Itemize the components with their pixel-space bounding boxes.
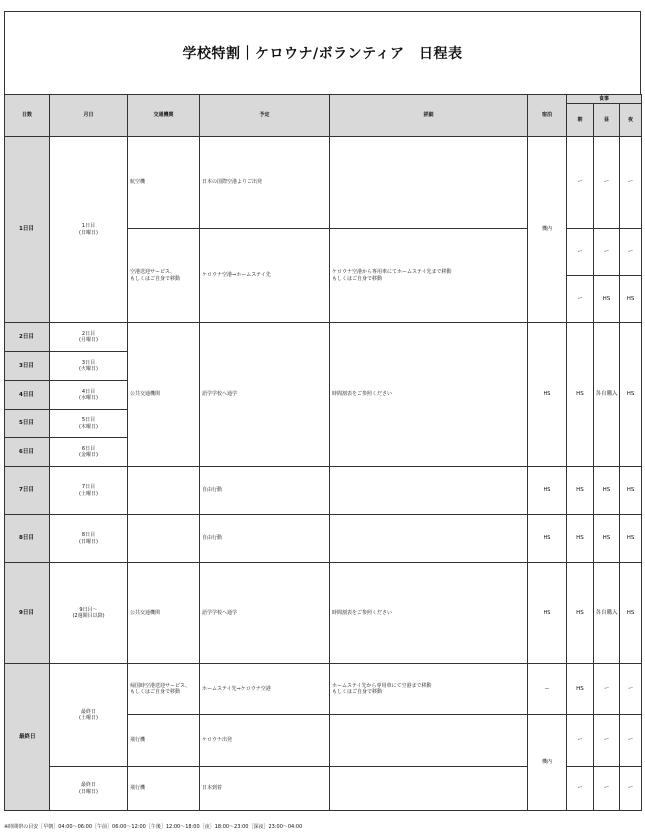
header-breakfast: 朝 <box>567 104 594 137</box>
breakfast-cell: ー <box>567 767 594 811</box>
date-cell <box>50 352 128 381</box>
detail-cell <box>330 467 528 515</box>
header-day: 日数 <box>5 95 50 137</box>
plan-cell: 自由行動 <box>200 515 330 563</box>
lunch-cell: ー <box>594 767 620 811</box>
header-plan: 予定 <box>200 95 330 137</box>
date-text: 最終日 (土曜日) <box>79 708 98 721</box>
header-transport: 交通機関 <box>128 95 200 137</box>
stay-cell: HS <box>528 515 567 563</box>
transport-cell: 公共交通機関 <box>128 563 200 664</box>
time-footnote: ※時間帯の目安［早朝］04:00～06:00［午前］06:00～12:00［午後］12:00～18:00［夜］18:00～23:00［深夜］23:00～04:00 <box>4 824 303 830</box>
breakfast-cell: HS <box>567 664 594 715</box>
lunch-cell: ー <box>594 229 620 276</box>
plan-cell: 日本到着 <box>200 767 330 811</box>
schedule-table <box>4 94 642 811</box>
transport-text: 空港送迎サービス、 もしくはご自身で移動 <box>130 269 181 282</box>
plan-cell: 日本の国際空港よりご出発 <box>200 137 330 229</box>
header-date: 月日 <box>50 95 128 137</box>
date-cell <box>50 563 128 664</box>
transport-cell <box>128 664 200 715</box>
dinner-cell: HS <box>620 563 642 664</box>
stay-cell: HS <box>528 467 567 515</box>
detail-cell <box>330 664 528 715</box>
date-text: 7日目 (土曜日) <box>79 484 98 497</box>
lunch-cell: ー <box>594 664 620 715</box>
dinner-cell: HS <box>620 467 642 515</box>
schedule-sheet <box>4 11 641 811</box>
detail-cell <box>330 229 528 323</box>
dinner-cell: ー <box>620 715 642 767</box>
detail-cell <box>330 715 528 767</box>
breakfast-cell: ー <box>567 137 594 229</box>
day-label: 4日目 <box>5 381 50 410</box>
breakfast-cell: HS <box>567 515 594 563</box>
day-label: 5日目 <box>5 410 50 438</box>
table-row <box>5 664 642 715</box>
day-label: 8日目 <box>5 515 50 563</box>
transport-cell <box>128 515 200 563</box>
detail-cell <box>330 515 528 563</box>
day-label: 7日目 <box>5 467 50 515</box>
stay-cell: HS <box>528 323 567 467</box>
table-row <box>5 323 642 352</box>
date-text: 最終日 (日曜日) <box>79 782 98 795</box>
dinner-cell: ー <box>620 137 642 229</box>
lunch-cell: 各自購入 <box>594 323 620 467</box>
header-stay: 宿泊 <box>528 95 567 137</box>
date-cell <box>50 323 128 352</box>
plan-cell: ケロウナ出発 <box>200 715 330 767</box>
dinner-cell: ー <box>620 229 642 276</box>
stay-cell: 機内 <box>528 715 567 811</box>
stay-cell: HS <box>528 563 567 664</box>
day-label: 3日目 <box>5 352 50 381</box>
dinner-cell: HS <box>620 323 642 467</box>
header-lunch: 昼 <box>594 104 620 137</box>
detail-cell: 時間割表をご参照ください <box>330 323 528 467</box>
transport-text: 帰国時空港送迎サービス、 もしくはご自身で移動 <box>130 682 191 695</box>
dinner-cell: HS <box>620 515 642 563</box>
lunch-cell: ー <box>594 715 620 767</box>
date-cell <box>50 137 128 323</box>
transport-cell: 航空機 <box>128 137 200 229</box>
page-title: 学校特割｜ケロウナ/ボランティア 日程表 <box>182 46 463 62</box>
lunch-cell: HS <box>594 276 620 323</box>
lunch-cell: HS <box>594 467 620 515</box>
date-text: 5日目 (木曜日) <box>79 417 98 430</box>
lunch-cell: HS <box>594 515 620 563</box>
transport-cell: 飛行機 <box>128 715 200 767</box>
date-cell <box>50 438 128 467</box>
detail-cell: 時間割表をご参照ください <box>330 563 528 664</box>
date-cell <box>50 467 128 515</box>
day-label: 最終日 <box>5 664 50 811</box>
plan-cell: 語学学校へ通学 <box>200 323 330 467</box>
transport-cell <box>128 467 200 515</box>
breakfast-cell: ー <box>567 276 594 323</box>
breakfast-cell: HS <box>567 467 594 515</box>
transport-cell: 飛行機 <box>128 767 200 811</box>
dinner-cell: HS <box>620 276 642 323</box>
stay-cell: ー <box>528 664 567 715</box>
table-row <box>5 137 642 229</box>
detail-cell <box>330 137 528 229</box>
plan-cell: ホームステイ先⇒ケロウナ空港 <box>200 664 330 715</box>
date-cell <box>50 410 128 438</box>
table-row <box>5 563 642 664</box>
stay-cell: 機内 <box>528 137 567 323</box>
dinner-cell: ー <box>620 767 642 811</box>
plan-cell: ケロウナ空港⇒ホームステイ先 <box>200 229 330 323</box>
day-label: 6日目 <box>5 438 50 467</box>
breakfast-cell: HS <box>567 563 594 664</box>
lunch-cell: 各自購入 <box>594 563 620 664</box>
date-text: 1日目 (日曜日) <box>79 223 98 236</box>
table-row <box>5 515 642 563</box>
breakfast-cell: ー <box>567 715 594 767</box>
date-cell <box>50 381 128 410</box>
header-meals: 食事 <box>567 95 642 104</box>
date-text: 6日目 (金曜日) <box>79 445 98 458</box>
title-box <box>4 11 641 94</box>
header-detail: 詳細 <box>330 95 528 137</box>
plan-cell: 自由行動 <box>200 467 330 515</box>
plan-cell: 語学学校へ通学 <box>200 563 330 664</box>
date-text: 3日目 (火曜日) <box>79 359 98 372</box>
detail-text: ホームステイ先から専用車にて空港まで移動 もしくはご自身で移動 <box>332 682 432 695</box>
date-cell <box>50 767 128 811</box>
transport-cell <box>128 229 200 323</box>
day-label: 2日目 <box>5 323 50 352</box>
date-cell <box>50 664 128 767</box>
day-label: 9日目 <box>5 563 50 664</box>
breakfast-cell: ー <box>567 229 594 276</box>
day-label: 1日目 <box>5 137 50 323</box>
date-cell <box>50 515 128 563</box>
date-text: 2日目 (月曜日) <box>79 330 98 343</box>
dinner-cell: ー <box>620 664 642 715</box>
detail-cell <box>330 767 528 811</box>
detail-text: ケロウナ空港から専用車にてホームステイ先まで移動 もしくはご自身で移動 <box>332 269 452 282</box>
table-row <box>5 467 642 515</box>
header-dinner: 夜 <box>620 104 642 137</box>
lunch-cell: ー <box>594 137 620 229</box>
transport-cell: 公共交通機関 <box>128 323 200 467</box>
date-text: 8日目 (日曜日) <box>79 532 98 545</box>
date-text: 9日目～ (2週間目以降) <box>72 606 105 619</box>
date-text: 4日目 (水曜日) <box>79 388 98 401</box>
breakfast-cell: HS <box>567 323 594 467</box>
